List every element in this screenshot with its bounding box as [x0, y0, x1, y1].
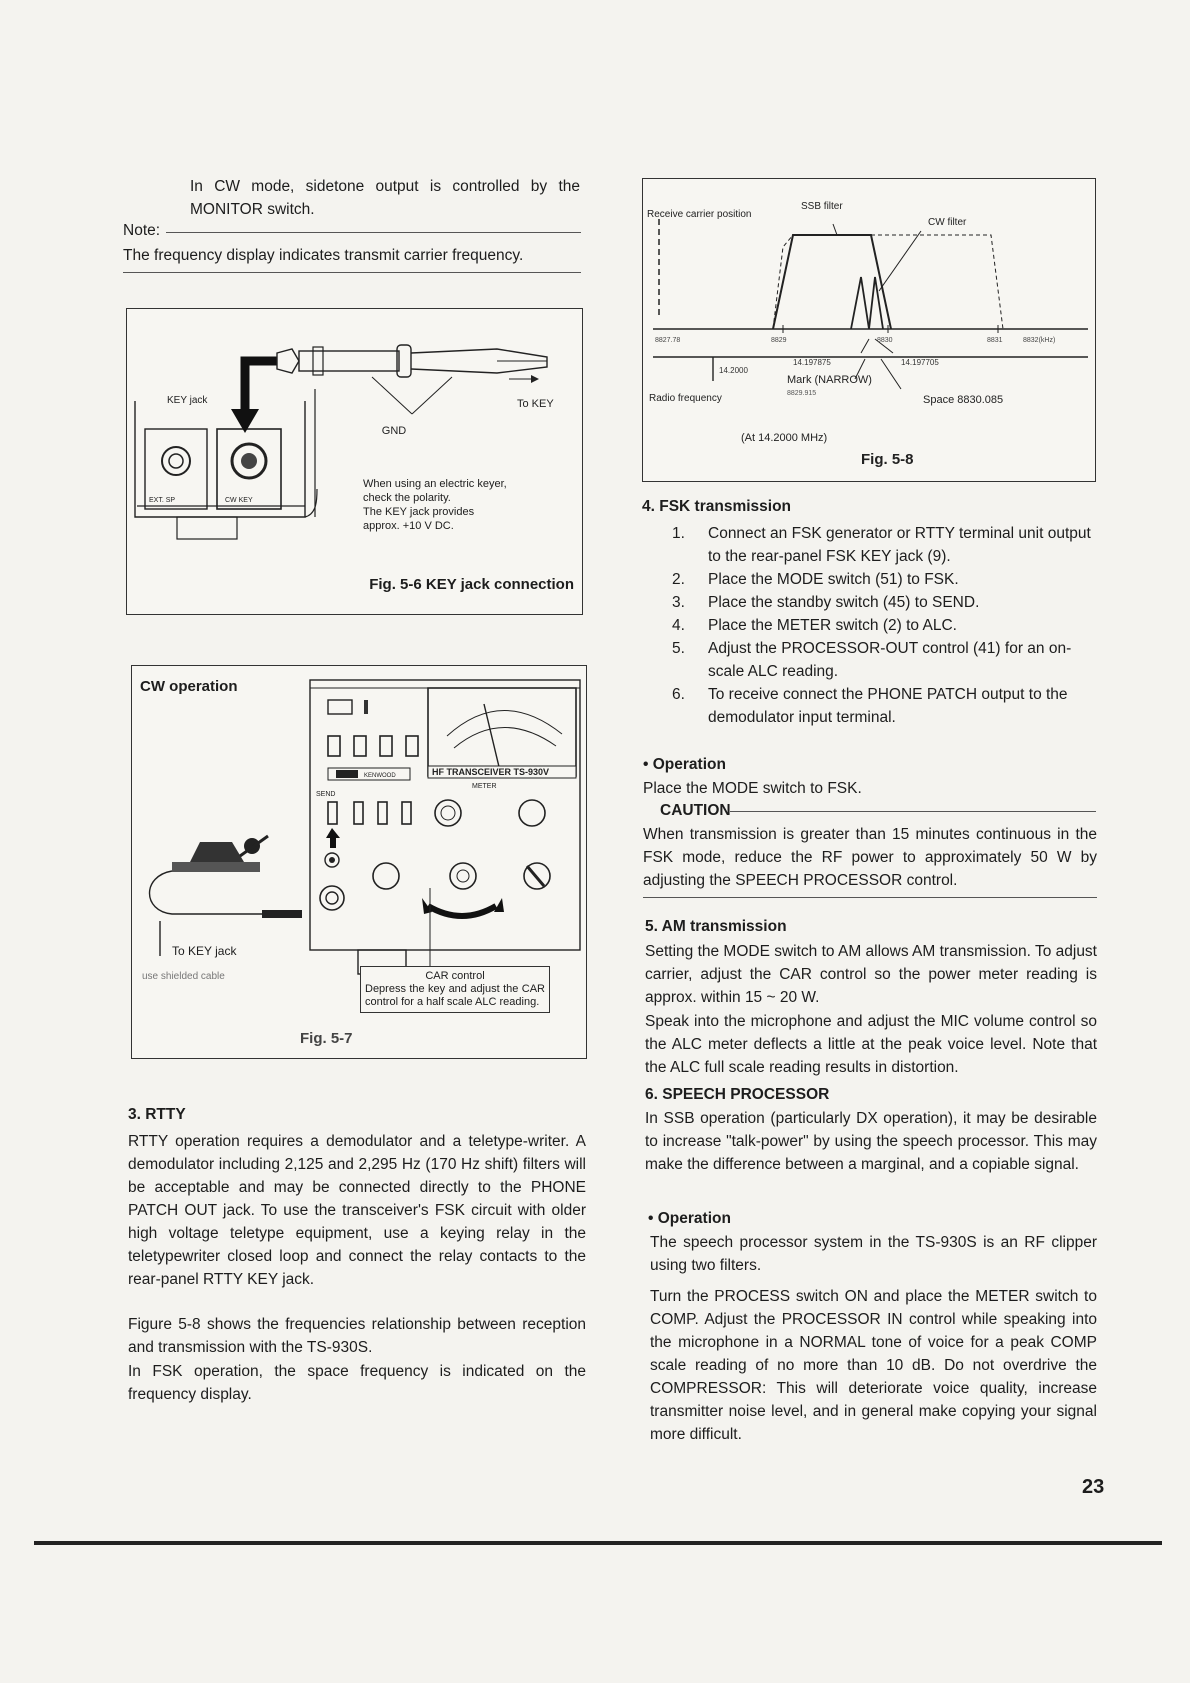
list-item: 4. Place the METER switch (2) to ALC.	[672, 617, 957, 634]
fsk-operation-heading: • Operation	[643, 756, 726, 773]
list-item: 5. Adjust the PROCESSOR-OUT control (41) for an on-scale ALC reading.	[672, 640, 1072, 680]
figure-5-7	[131, 665, 587, 1059]
cw-filter-label: CW filter	[928, 217, 967, 228]
key-jack-label: KEY jack	[167, 395, 208, 406]
figure-5-8	[642, 178, 1096, 482]
mark-narrow-label: Mark (NARROW)	[787, 374, 872, 386]
fig-5-8-caption: Fig. 5-8	[861, 451, 914, 468]
cw-sidetone-text: In CW mode, sidetone output is controlled by the MONITOR switch.	[190, 178, 580, 218]
ext-sp-label: EXT. SP	[149, 497, 176, 504]
speech-processor-paragraph-3: Turn the PROCESS switch ON and place the METER switch to COMP. Adjust the PROCESSOR IN control while speaking into the microphone in a NORMAL tone of voice for a peak COMP scale reading of no more than 10 dB. Do not overdrive the COMPRESSOR: This will deteriorate voice quality, increase transmitter noise level, and in general make copying your signal more difficult.	[650, 1288, 1097, 1443]
keyer-note-line: approx. +10 V DC.	[363, 520, 454, 532]
footer-rule	[34, 1541, 1162, 1545]
receive-carrier-label: Receive carrier position	[647, 209, 752, 220]
speech-processor-paragraph-1: In SSB operation (particularly DX operation), it may be desirable to increase "talk-power" by using the speech processor. This may make the difference between a marginal, and a copiable signal.	[645, 1110, 1097, 1173]
keyer-note-line: The KEY jack provides	[363, 506, 475, 518]
space-label: Space 8830.085	[923, 394, 1004, 406]
speech-processor-heading: 6. SPEECH PROCESSOR	[645, 1086, 830, 1103]
am-paragraph-2: Speak into the microphone and adjust the MIC volume control so the ALC meter deflects a little at the peak voice level. Note that the ALC full scale reading results in distortion.	[645, 1013, 1097, 1076]
am-heading: 5. AM transmission	[645, 918, 787, 935]
caution-text: When transmission is greater than 15 minutes continuous in the FSK mode, reduce the RF power to approximately 50 W by adjusting the SPEECH PROCESSOR control.	[643, 826, 1097, 889]
list-item: 3. Place the standby switch (45) to SEND.	[672, 594, 980, 611]
ssb-filter-label: SSB filter	[801, 201, 843, 212]
ext-sp-jack	[162, 447, 190, 475]
mark-value-label: 8829.915	[787, 390, 817, 397]
fsk-operation-text: Place the MODE switch to FSK.	[643, 780, 862, 797]
caution-rule	[730, 811, 1096, 812]
caution-label: CAUTION	[660, 802, 731, 819]
caution-bottom-rule	[643, 897, 1097, 898]
frequency-display	[328, 736, 418, 756]
radio-frequency-label: Radio frequency	[649, 393, 722, 404]
rtty-paragraph-1: RTTY operation requires a demodulator and a teletype-writer. A demodulator including 2,125 and 2,295 Hz (170 Hz shift) filters will be acceptable and may be connected directly to the PHONE PATCH OUT jack. To use the transceiver's FSK circuit with older high voltage teletype equipment, use a keying relay in the teletypewriter closed loop and connect the relay contacts to the rear-panel RTTY KEY jack.	[128, 1133, 586, 1288]
tick-label: 8827.78	[655, 337, 681, 344]
tick-label: 8830	[877, 337, 893, 344]
rtty-paragraph-3: In FSK operation, the space frequency is indicated on the frequency display.	[128, 1363, 586, 1403]
transceiver-panel	[310, 680, 580, 950]
carrier-frequency-label: 14.2000	[719, 366, 748, 375]
key-jack-diagram	[127, 309, 582, 614]
gnd-label: GND	[381, 425, 407, 437]
figure-5-6	[126, 308, 583, 615]
panel-label: HF TRANSCEIVER TS-930V	[432, 767, 550, 777]
speech-processor-paragraph-2: The speech processor system in the TS-930S is an RF clipper using two filters.	[650, 1234, 1097, 1274]
list-item: 6. To receive connect the PHONE PATCH output to the demodulator input terminal.	[672, 686, 1068, 726]
cw-filter-curve	[871, 235, 1003, 329]
note-rule	[123, 232, 581, 233]
tick-label: 8831	[987, 337, 1003, 344]
am-paragraph-1: Setting the MODE switch to AM allows AM transmission. To adjust carrier, adjust the CAR control so the power meter reading is approx. within 15 ~ 20 W.	[645, 943, 1097, 1006]
meter-window	[428, 688, 576, 776]
fig-5-6-caption: Fig. 5-6 KEY jack connection	[369, 576, 574, 593]
at-frequency-label: (At 14.2000 MHz)	[741, 432, 828, 444]
mark-frequency-label: 14.197875	[793, 358, 831, 367]
fig-5-7-caption: Fig. 5-7	[300, 1030, 353, 1047]
keyer-note-line: When using an electric keyer,	[363, 478, 507, 490]
speech-operation-heading: • Operation	[648, 1210, 731, 1227]
rtty-heading: 3. RTTY	[128, 1106, 186, 1123]
send-label: SEND	[316, 791, 336, 798]
fsk-heading: 4. FSK transmission	[642, 498, 792, 515]
ssb-filter-curve	[773, 235, 891, 329]
brand-label: KENWOOD	[364, 773, 396, 779]
meter-label: METER	[472, 783, 497, 790]
switch-row	[328, 802, 411, 824]
shielded-cable-label: use shielded cable	[142, 971, 225, 982]
keyer-note-line: check the polarity.	[363, 492, 451, 504]
page-number: 23	[1082, 1476, 1105, 1498]
note-label: Note:	[123, 219, 166, 242]
car-control-note	[360, 966, 550, 1013]
to-key-label: To KEY	[517, 398, 554, 410]
list-item: 2. Place the MODE switch (51) to FSK.	[672, 571, 959, 588]
list-item: 1. Connect an FSK generator or RTTY terminal unit output to the rear-panel FSK KEY jack (9).	[672, 525, 1091, 565]
fsk-frequency-diagram	[643, 179, 1095, 481]
car-control-title: CAR control	[425, 970, 485, 982]
cw-operation-title: CW operation	[140, 678, 238, 695]
note-text: The frequency display indicates transmit carrier frequency.	[123, 247, 524, 264]
cw-key-label: CW KEY	[225, 497, 253, 504]
tick-label: 8829	[771, 337, 787, 344]
keyer-note	[363, 477, 563, 533]
car-control-text: Depress the key and adjust the CAR control for a half scale ALC reading.	[365, 983, 545, 1008]
space-frequency-label: 14.197705	[901, 358, 939, 367]
to-key-jack-label: To KEY jack	[172, 944, 237, 958]
note-bottom-rule	[123, 272, 581, 273]
rtty-paragraph-2: Figure 5-8 shows the frequencies relationship between reception and transmission with the TS-930S.	[128, 1316, 586, 1356]
tick-label: 8832(kHz)	[1023, 337, 1056, 344]
fsk-steps-list	[640, 522, 1096, 729]
